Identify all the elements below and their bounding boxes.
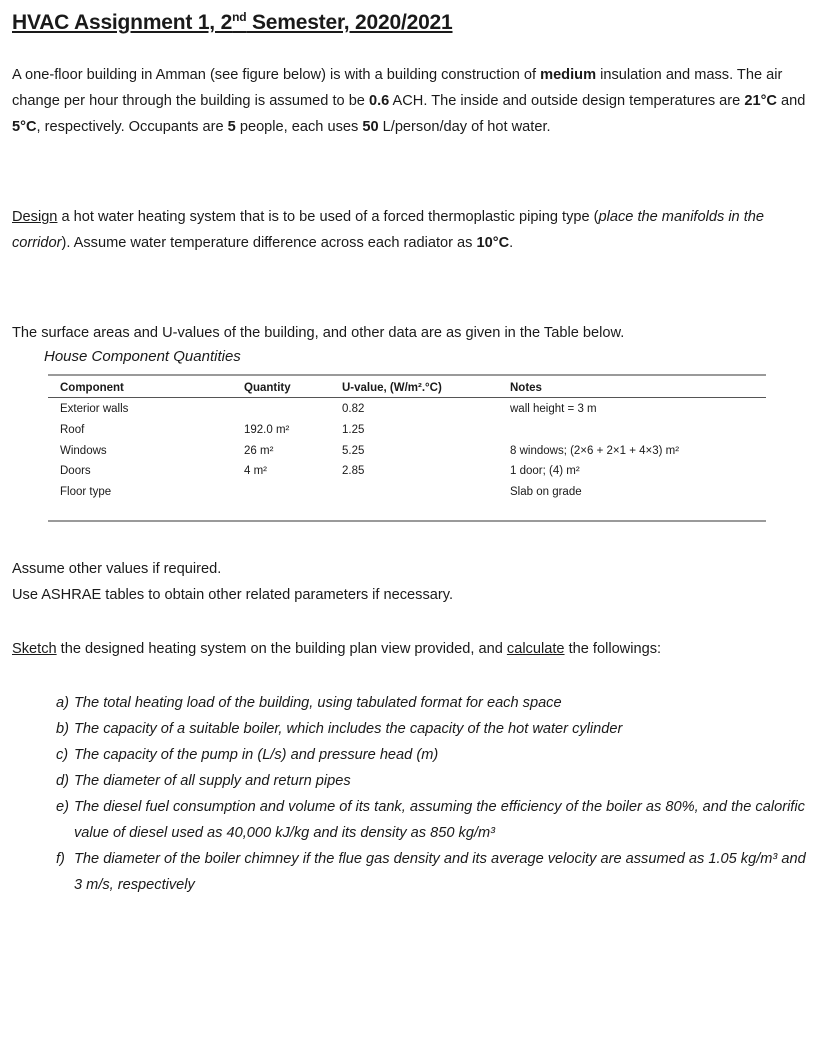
header-component: Component: [60, 382, 124, 394]
table-row-component: Exterior walls: [60, 403, 129, 415]
ashrae-line: Use ASHRAE tables to obtain other related parameters if necessary.: [12, 587, 454, 603]
table-bottom-rule: [48, 520, 766, 522]
list-item: d) The diameter of all supply and return pipes: [56, 773, 351, 789]
table-row-notes: wall height = 3 m: [510, 403, 597, 415]
table-row-uvalue: 5.25: [342, 445, 365, 457]
assumption-line: Assume other values if required.: [12, 561, 222, 577]
building-description-paragraph: A one-floor building in Amman (see figure below) is with a building construction of medium insulation and mass. The air change per hour through the building is assumed to be 0.6 ACH. The inside and outside design temperatures are 21°C and 5°C, respectively. Occupants are 5 people, each uses 50 L/person/day of hot water.: [12, 67, 806, 135]
design-task-paragraph: Design a hot water heating system that is to be used of a forced thermoplastic piping type (place the manifolds in the corridor). Assume water temperature difference across each radiator as 10°C.: [12, 209, 765, 251]
table-row-uvalue: 0.82: [342, 403, 365, 415]
table-row-notes: 8 windows; (2×6 + 2×1 + 4×3) m²: [510, 445, 680, 457]
table-row-component: Floor type: [60, 486, 112, 498]
document-title: HVAC Assignment 1, 2nd Semester, 2020/2021: [12, 10, 453, 34]
list-item: f) The diameter of the boiler chimney if the flue gas density and its average velocity are assumed as 1.05 kg/m³ and 3 m/s, respectively: [56, 851, 806, 893]
table-row-uvalue: 2.85: [342, 465, 365, 477]
table-row-component: Windows: [60, 445, 107, 457]
requirements-list: [12, 690, 812, 898]
table-row-uvalue: 1.25: [342, 424, 365, 436]
list-item: a) The total heating load of the building, using tabulated format for each space: [56, 695, 562, 711]
table-row-notes: Slab on grade: [510, 486, 582, 498]
assumptions-paragraph: [12, 556, 808, 608]
table-row-quantity: 192.0 m²: [244, 424, 290, 436]
list-item: e) The diesel fuel consumption and volume of its tank, assuming the efficiency of the boiler as 80%, and the calorific value of diesel used as 40,000 kJ/kg and its density as 850 kg/m³: [56, 799, 805, 841]
header-uvalue: U-value, (W/m².°C): [342, 382, 442, 394]
table-header-rule: [48, 397, 766, 398]
list-item: b) The capacity of a suitable boiler, which includes the capacity of the hot water cylinder: [56, 721, 623, 737]
table-row-quantity: 26 m²: [244, 445, 274, 457]
header-quantity: Quantity: [244, 382, 291, 394]
table-row-notes: 1 door; (4) m²: [510, 465, 580, 477]
table-row-component: Doors: [60, 465, 91, 477]
table-caption: House Component Quantities: [44, 348, 241, 365]
table-row-component: Roof: [60, 424, 85, 436]
table-intro-paragraph: The surface areas and U-values of the building, and other data are as given in the Table below.: [12, 325, 625, 341]
table-top-rule: [48, 374, 766, 376]
sketch-calculate-paragraph: Sketch the designed heating system on the building plan view provided, and calculate the followings:: [12, 641, 662, 657]
header-notes: Notes: [510, 382, 542, 394]
list-item: c) The capacity of the pump in (L/s) and pressure head (m): [56, 747, 439, 763]
table-row-quantity: 4 m²: [244, 465, 267, 477]
